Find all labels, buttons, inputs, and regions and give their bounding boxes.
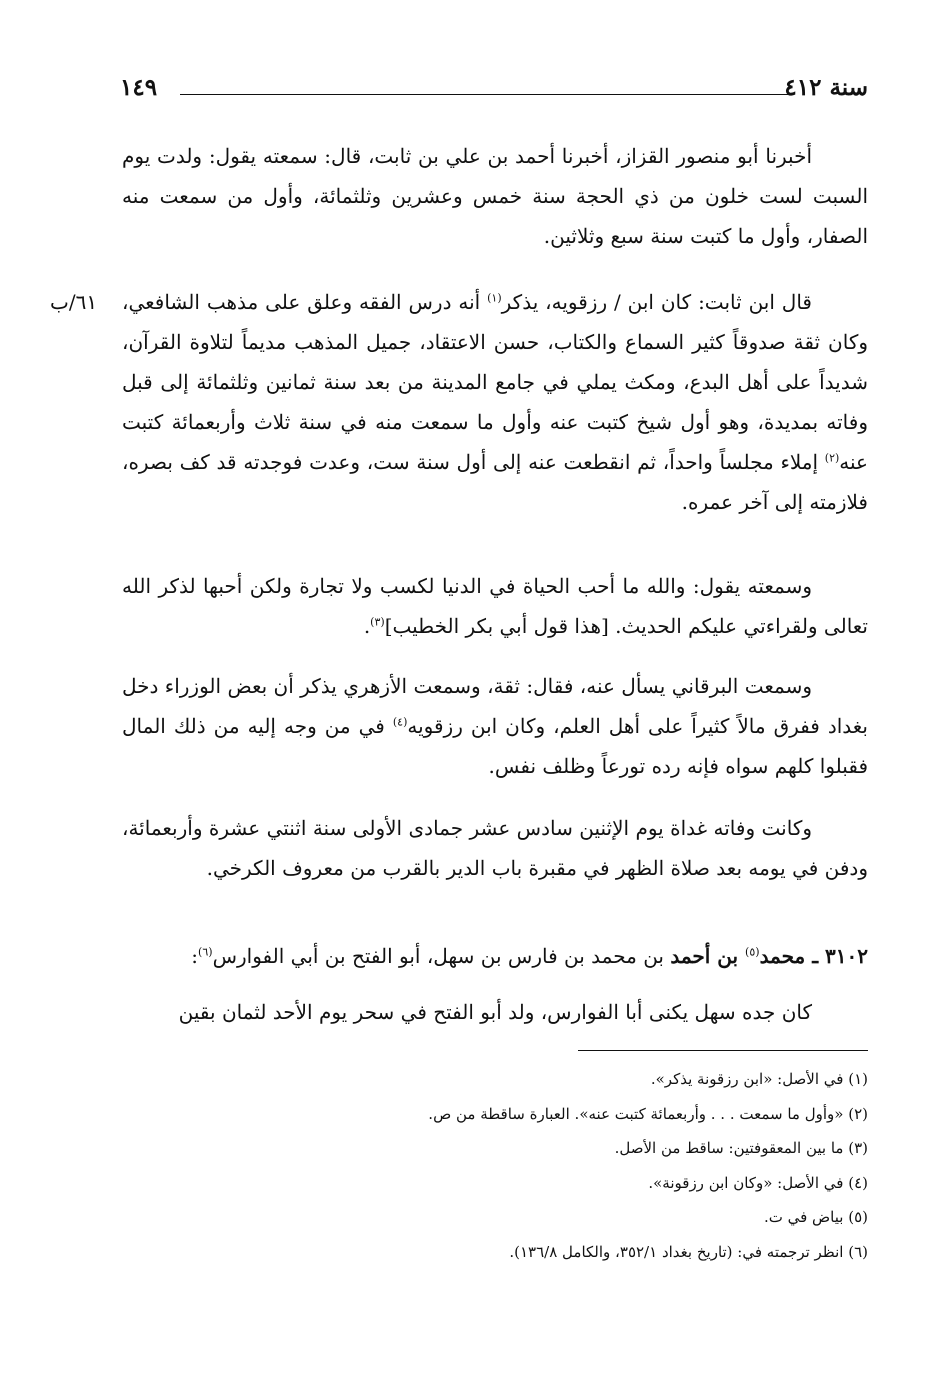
- footnote-6: (٦) انظر ترجمته في: (تاريخ بغداد ٣٥٢/١، والكامل ١٣٦/٨).: [509, 1242, 868, 1261]
- paragraph-text: أخبرنا أبو منصور القزاز، أخبرنا أحمد بن علي بن ثابت، قال: سمعته يقول: ولدت يوم السبت لست خلون من ذي الحجة سنة خمس وعشرين وثلثمائة، وأول من سمعت منه الصفار، وأول ما كتبت سنة سبع وثلاثين.: [122, 144, 868, 248]
- footnote-3: (٣) ما بين المعقوفتين: ساقط من الأصل.: [614, 1139, 868, 1157]
- footnote-4: (٤) في الأصل: «وكان ابن رزقونة».: [648, 1173, 868, 1192]
- footnote-5: (٥) بياض في ت.: [763, 1208, 868, 1226]
- paragraph-1: [122, 136, 868, 256]
- page-number: ١٤٩: [120, 74, 158, 101]
- footnote-1: (١) في الأصل: «ابن رزقونة يذكر».: [650, 1070, 868, 1088]
- biography-entry-heading: [122, 936, 868, 976]
- paragraph-text: [122, 282, 868, 522]
- footnote-ref-2: (٢): [824, 451, 840, 465]
- entry-name-rest: بن محمد بن فارس بن سهل، أبو الفتح بن أبي الفوارس: [212, 944, 671, 968]
- footnote-2: (٢) «وأول ما سمعت . . . وأربعمائة كتبت عنه». العبارة ساقطة من ص.: [428, 1104, 868, 1123]
- footnotes: [300, 1062, 868, 1269]
- paragraph-3: [122, 566, 868, 646]
- text-run: في من وجه إليه من ذلك المال فقبلوا كلهم سواه فإنه رده تورعاً وظلف نفس.: [122, 714, 868, 778]
- entry-colon: :: [191, 944, 199, 968]
- paragraph-text: [122, 566, 868, 646]
- paragraph-text: [122, 666, 868, 786]
- entry-name-bold: بن أحمد: [670, 944, 746, 968]
- marginal-folio-note: ٦١/ب: [50, 290, 98, 314]
- paragraph-6: [122, 992, 868, 1032]
- footnote-ref-6: (٦): [198, 945, 213, 959]
- footnote-ref-3: (٣): [370, 615, 385, 629]
- entry-heading-text: [122, 936, 868, 976]
- footnote-ref-1: (١): [487, 291, 502, 305]
- text-run: وسمعت البرقاني يسأل عنه، فقال: ثقة، وسمعت الأزهري يذكر أن بعض الوزراء دخل بغداد ففرق مالاً كثيراً على أهل العلم، وكان ابن رزقويه: [122, 674, 868, 738]
- footnote-ref-4: (٤): [392, 715, 408, 729]
- paragraph-2: [122, 282, 868, 522]
- paragraph-text: كان جده سهل يكنى أبا الفوارس، ولد أبو الفتح في سحر يوم الأحد لثمان بقين: [178, 1000, 812, 1024]
- text-run: أنه درس الفقه وعلق على مذهب الشافعي، وكان ثقة صدوقاً كثير السماع والكتاب، حسن الاعتقاد، جميل المذهب مديماً لتلاوة القرآن، شديداً على أهل البدع، ومكث يملي في جامع المدينة من بعد سنة ثمانين وثلثمائة إلى قبل وفاته بمديدة، وهو أول شيخ كتبت عنه وأول ما سمعت منه في سنة ثلاث وأربعمائة كتبت عنه: [122, 290, 868, 474]
- header-rule: [180, 94, 790, 95]
- text-run: قال ابن ثابت: كان ابن / رزقويه، يذكر: [501, 290, 812, 314]
- paragraph-5: [122, 808, 868, 888]
- footnote-separator: [578, 1050, 868, 1051]
- page-header: [120, 70, 868, 110]
- text-run: وسمعته يقول: والله ما أحب الحياة في الدنيا لكسب ولا تجارة ولكن أحبها لذكر الله تعالى ولقراءتي عليكم الحديث. [هذا قول أبي بكر الخطيب]: [122, 574, 868, 638]
- footnote-ref-5: (٥): [745, 945, 760, 959]
- entry-number: ٣١٠٢ ـ محمد: [759, 944, 868, 968]
- paragraph-text: وكانت وفاته غداة يوم الإثنين سادس عشر جمادى الأولى سنة اثنتي عشرة وأربعمائة، ودفن في يومه بعد صلاة الظهر في مقبرة باب الدير بالقرب من معروف الكرخي.: [122, 816, 868, 880]
- paragraph-4: [122, 666, 868, 786]
- text-run: .: [363, 614, 371, 638]
- running-head-year: سنة ٤١٢: [784, 74, 868, 101]
- text-run: إملاء مجلساً واحداً، ثم انقطعت عنه إلى أول سنة ست، وعدت فوجدته قد كف بصره، فلازمته إلى آخر عمره.: [122, 450, 868, 514]
